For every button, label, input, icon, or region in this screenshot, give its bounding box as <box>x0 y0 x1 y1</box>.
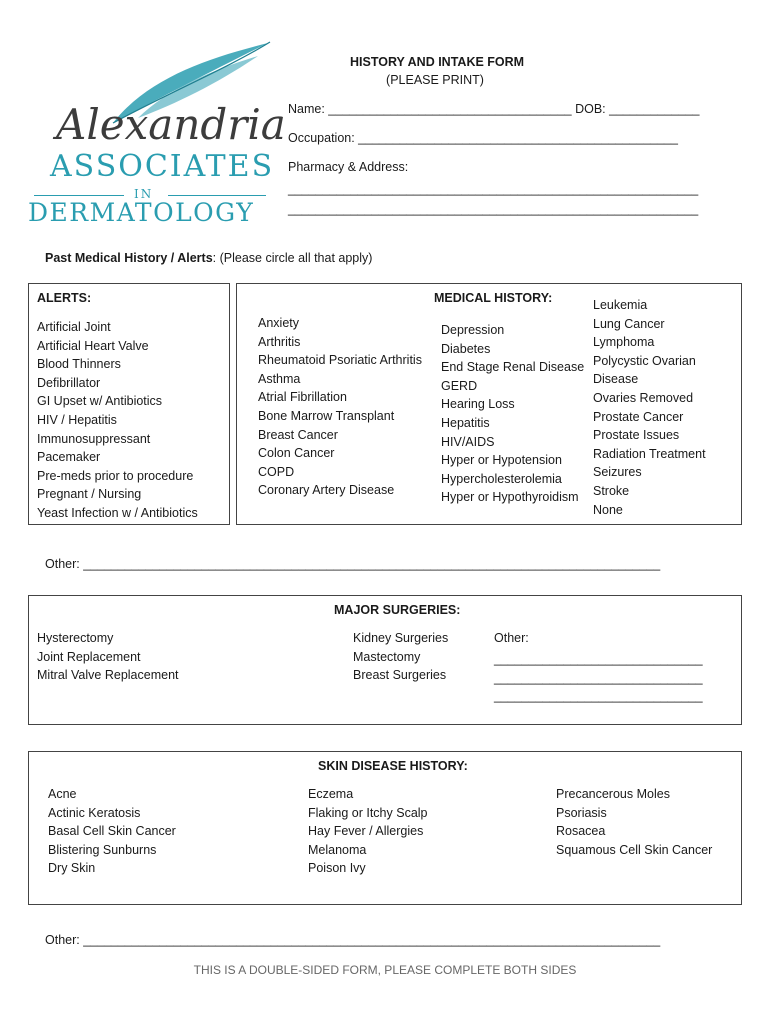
medical-history-item[interactable]: GERD <box>441 378 478 393</box>
logo-script-text: Alexandria <box>56 100 286 149</box>
medical-history-item[interactable]: Rheumatoid Psoriatic Arthritis <box>258 353 422 368</box>
medical-history-item[interactable]: Hearing Loss <box>441 397 515 412</box>
other-field-1[interactable]: Other: ___________________________________________________________________________________ <box>45 557 661 571</box>
medical-history-item[interactable]: End Stage Renal Disease <box>441 360 585 375</box>
medical-history-item[interactable]: Depression <box>441 323 505 337</box>
practice-logo <box>28 38 286 228</box>
medical-history-item[interactable]: Hypercholesterolemia <box>441 471 562 486</box>
past-history-label-bold: Past Medical History / Alerts <box>45 251 213 265</box>
medical-history-item[interactable]: HIV/AIDS <box>441 434 495 449</box>
medical-history-item[interactable]: Anxiety <box>258 316 299 330</box>
medical-history-item[interactable]: Breast Cancer <box>258 427 338 442</box>
medical-history-item[interactable]: Seizures <box>593 465 642 480</box>
medical-history-item[interactable]: Ovaries Removed <box>593 390 694 405</box>
medical-history-item[interactable]: Arthritis <box>258 334 301 349</box>
medical-history-title: MEDICAL HISTORY: <box>434 291 553 305</box>
alert-item[interactable]: Artificial Heart Valve <box>37 338 149 353</box>
medical-history-item[interactable]: Colon Cancer <box>258 446 335 461</box>
medical-history-item[interactable]: Lymphoma <box>593 335 655 350</box>
alert-item[interactable]: HIV / Hepatitis <box>37 412 117 427</box>
surgery-item[interactable]: Kidney Surgeries <box>353 631 449 645</box>
alert-item[interactable]: Pregnant / Nursing <box>37 487 142 502</box>
past-history-label <box>45 249 372 268</box>
medical-history-item[interactable]: Leukemia <box>593 298 648 312</box>
medical-history-col1 <box>258 314 422 500</box>
surgeries-col2 <box>353 629 448 685</box>
skin-disease-item[interactable]: Squamous Cell Skin Cancer <box>556 842 713 857</box>
surgery-other-field[interactable]: ______________________________ <box>494 652 703 666</box>
footer-note: THIS IS A DOUBLE-SIDED FORM, PLEASE COMPLETE BOTH SIDES <box>193 963 577 977</box>
medical-history-item[interactable]: Lung Cancer <box>593 316 665 331</box>
skin-title: SKIN DISEASE HISTORY: <box>318 759 468 773</box>
surgery-item[interactable]: Joint Replacement <box>37 649 141 664</box>
surgery-other-field[interactable]: ______________________________ <box>494 670 703 685</box>
form-title: HISTORY AND INTAKE FORM <box>350 55 525 69</box>
medical-history-item[interactable]: Radiation Treatment <box>593 446 706 461</box>
skin-disease-item[interactable]: Basal Cell Skin Cancer <box>48 824 176 839</box>
alerts-list <box>37 318 198 523</box>
alert-item[interactable]: Defibrillator <box>37 375 101 390</box>
skin-disease-item[interactable]: Hay Fever / Allergies <box>308 824 424 839</box>
other-field-2[interactable]: Other: ___________________________________________________________________________________ <box>45 933 661 947</box>
alert-item[interactable]: Yeast Infection w / Antibiotics <box>37 505 198 520</box>
form-subtitle: (PLEASE PRINT) <box>386 73 484 87</box>
skin-col2 <box>308 785 428 878</box>
past-history-label-rest: : (Please circle all that apply) <box>212 251 373 265</box>
medical-history-item[interactable]: COPD <box>258 464 295 479</box>
pharmacy-field-2[interactable]: ___________________________________________________________ <box>288 202 699 216</box>
medical-history-col2 <box>441 321 584 507</box>
skin-col3 <box>556 785 712 859</box>
logo-associates: ASSOCIATES <box>50 149 275 184</box>
skin-disease-item[interactable]: Psoriasis <box>556 805 607 820</box>
skin-disease-item[interactable]: Dry Skin <box>48 861 96 876</box>
surgeries-col1 <box>37 629 179 685</box>
surgery-other-field[interactable]: ______________________________ <box>494 689 703 704</box>
medical-history-item[interactable]: Bone Marrow Transplant <box>258 408 395 423</box>
medical-history-col3 <box>593 296 706 519</box>
logo-divider-left <box>34 195 124 196</box>
skin-col1 <box>48 785 176 878</box>
medical-history-item[interactable]: Asthma <box>258 371 301 386</box>
surgery-item[interactable]: Mitral Valve Replacement <box>37 668 179 683</box>
skin-disease-item[interactable]: Eczema <box>308 787 354 801</box>
medical-history-item[interactable]: Hyper or Hypotension <box>441 453 562 468</box>
logo-divider-right <box>168 195 266 196</box>
logo-dermatology: DERMATOLOGY <box>28 198 255 227</box>
skin-disease-item[interactable]: Rosacea <box>556 824 606 839</box>
alerts-title: ALERTS: <box>37 291 92 305</box>
name-dob-field[interactable]: Name: ___________________________________ DOB: _____________ <box>288 102 700 116</box>
surgery-item[interactable]: Breast Surgeries <box>353 668 447 683</box>
skin-disease-item[interactable]: Actinic Keratosis <box>48 805 141 820</box>
occupation-field[interactable]: Occupation: ______________________________________________ <box>288 131 678 145</box>
medical-history-item[interactable]: Coronary Artery Disease <box>258 483 395 498</box>
surgeries-title: MAJOR SURGERIES: <box>334 603 461 617</box>
medical-history-item[interactable]: Hyper or Hypothyroidism <box>441 490 579 505</box>
medical-history-item[interactable]: Hepatitis <box>441 415 490 430</box>
surgery-item[interactable]: Hysterectomy <box>37 631 114 645</box>
pharmacy-field-1[interactable]: ___________________________________________________________ <box>288 182 699 196</box>
alert-item[interactable]: Pre-meds prior to procedure <box>37 468 194 483</box>
alert-item[interactable]: Blood Thinners <box>37 357 121 372</box>
alert-item[interactable]: GI Upset w/ Antibiotics <box>37 394 163 409</box>
medical-history-item[interactable]: Stroke <box>593 483 630 498</box>
skin-disease-item[interactable]: Precancerous Moles <box>556 787 670 801</box>
skin-disease-item[interactable]: Poison Ivy <box>308 861 366 876</box>
surgeries-other-label: Other: <box>494 631 529 645</box>
logo-in: IN <box>134 187 154 201</box>
surgeries-other-fields[interactable] <box>494 650 703 706</box>
medical-history-item[interactable]: Diabetes <box>441 341 491 356</box>
medical-history-item[interactable]: Prostate Issues <box>593 428 680 443</box>
skin-disease-item[interactable]: Flaking or Itchy Scalp <box>308 805 428 820</box>
medical-history-item[interactable]: None <box>593 502 623 517</box>
alert-item[interactable]: Pacemaker <box>37 450 101 465</box>
alert-item[interactable]: Artificial Joint <box>37 320 111 334</box>
pharmacy-label: Pharmacy & Address: <box>288 160 409 174</box>
surgery-item[interactable]: Mastectomy <box>353 649 421 664</box>
medical-history-item[interactable]: Polycystic Ovarian <box>593 353 696 368</box>
alert-item[interactable]: Immunosuppressant <box>37 431 151 446</box>
skin-disease-item[interactable]: Blistering Sunburns <box>48 842 157 857</box>
skin-disease-item[interactable]: Acne <box>48 787 77 801</box>
medical-history-item[interactable]: Atrial Fibrillation <box>258 390 347 405</box>
medical-history-item[interactable]: Disease <box>593 372 639 387</box>
medical-history-item[interactable]: Prostate Cancer <box>593 409 684 424</box>
skin-disease-item[interactable]: Melanoma <box>308 842 367 857</box>
